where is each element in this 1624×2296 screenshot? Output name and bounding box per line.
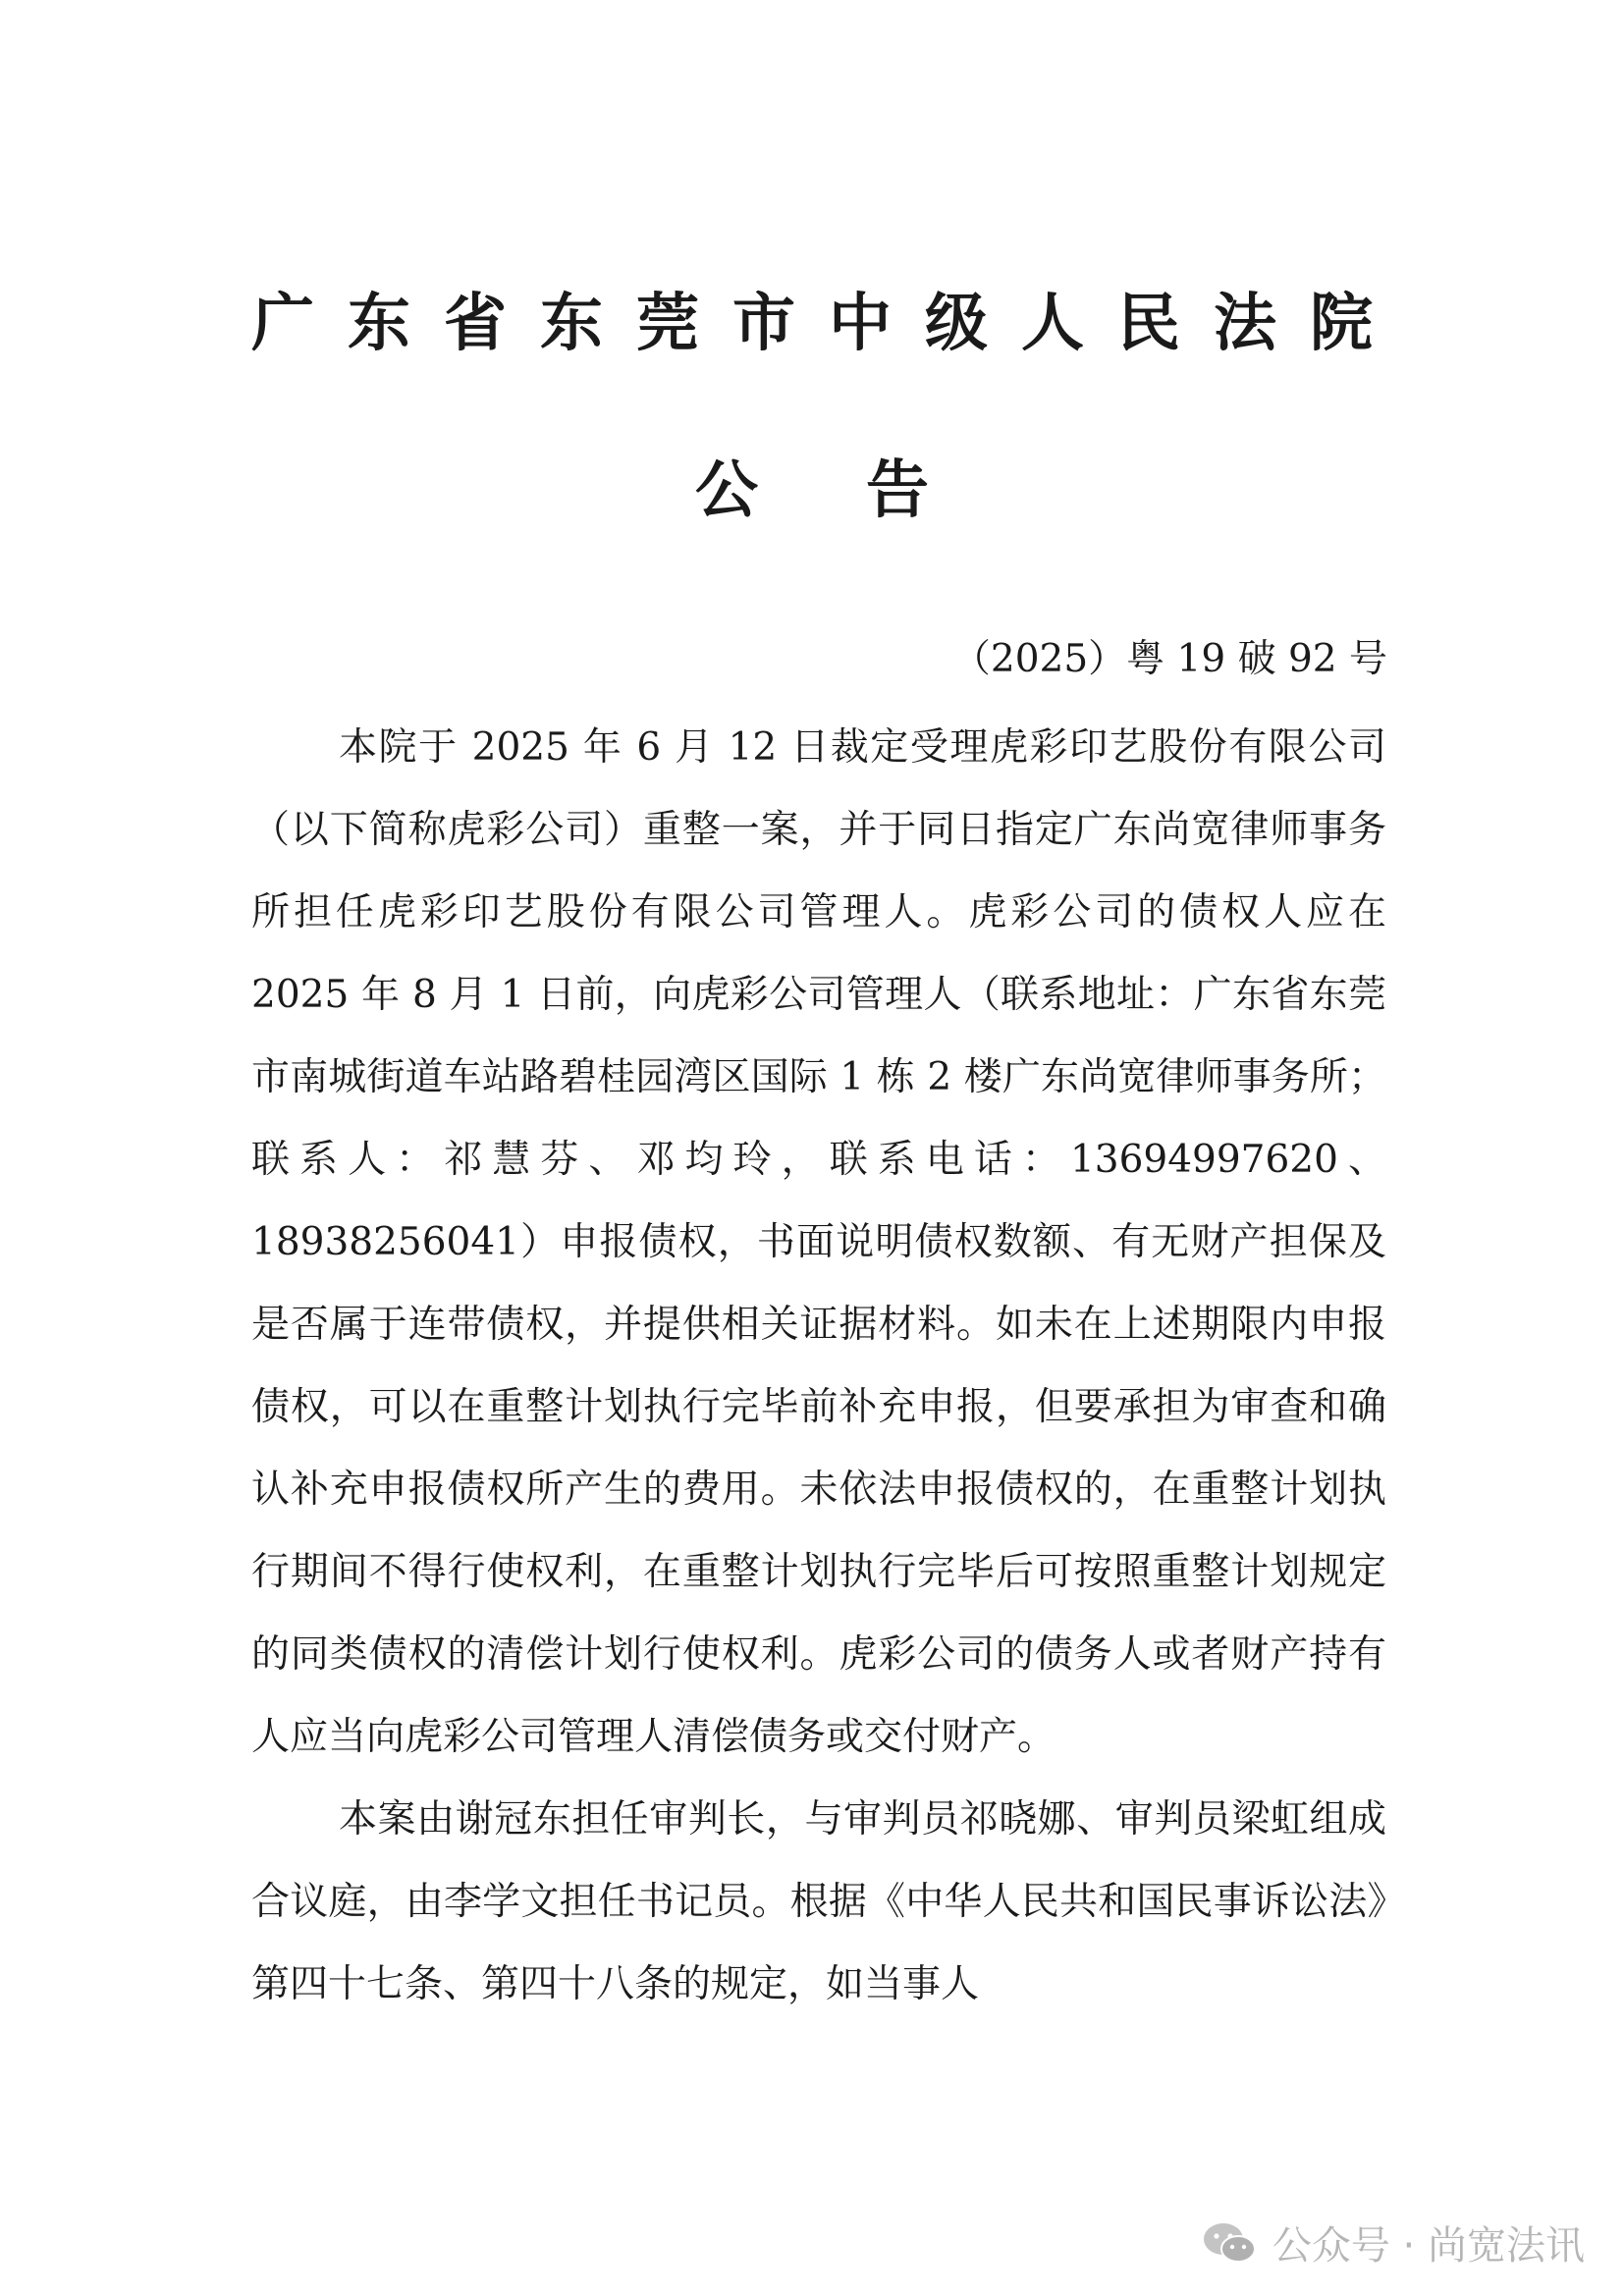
paragraph-tribunal: 本案由谢冠东担任审判长，与审判员祁晓娜、审判员梁虹组成合议庭，由李学文担任书记员。根据《中华人民共和国民事诉讼法》第四十七条、第四十八条的规定，如当事人 (251, 1797, 1386, 2006)
notice-body (251, 707, 1386, 2026)
wechat-icon (1200, 2218, 1259, 2268)
notice-title: 公告 (695, 454, 1037, 527)
watermark-text: 公众号 · 尚宽法讯 (1272, 2223, 1585, 2269)
case-number: （2025）粤 19 破 92 号 (951, 637, 1387, 681)
court-name-heading: 广东省东莞市中级人民法院 (251, 288, 1406, 360)
wechat-watermark (1200, 2215, 1585, 2270)
paragraph-bankruptcy-notice: 本院于 2025 年 6 月 12 日裁定受理虎彩印艺股份有限公司（以下简称虎彩公司）重整一案，并于同日指定广东尚宽律师事务所担任虎彩印艺股份有限公司管理人。虎彩公司的债权人应在 2025 年 8 月 1 日前，向虎彩公司管理人（联系地址：广东省东莞市南城街道车站路碧桂园湾区国际 1 栋 2 楼广东尚宽律师事务所；联系人：祁慧芬、邓均玲，联系电话：13694997620、18938256041）申报债权，书面说明债权数额、有无财产担保及是否属于连带债权，并提供相关证据材料。如未在上述期限内申报债权，可以在重整计划执行完毕前补充申报，但要承担为审查和确认补充申报债权所产生的费用。未依法申报债权的，在重整计划执行期间不得行使权利，在重整计划执行完毕后可按照重整计划规定的同类债权的清偿计划行使权利。虎彩公司的债务人或者财产持有人应当向虎彩公司管理人清偿债务或交付财产。 (251, 725, 1386, 1759)
